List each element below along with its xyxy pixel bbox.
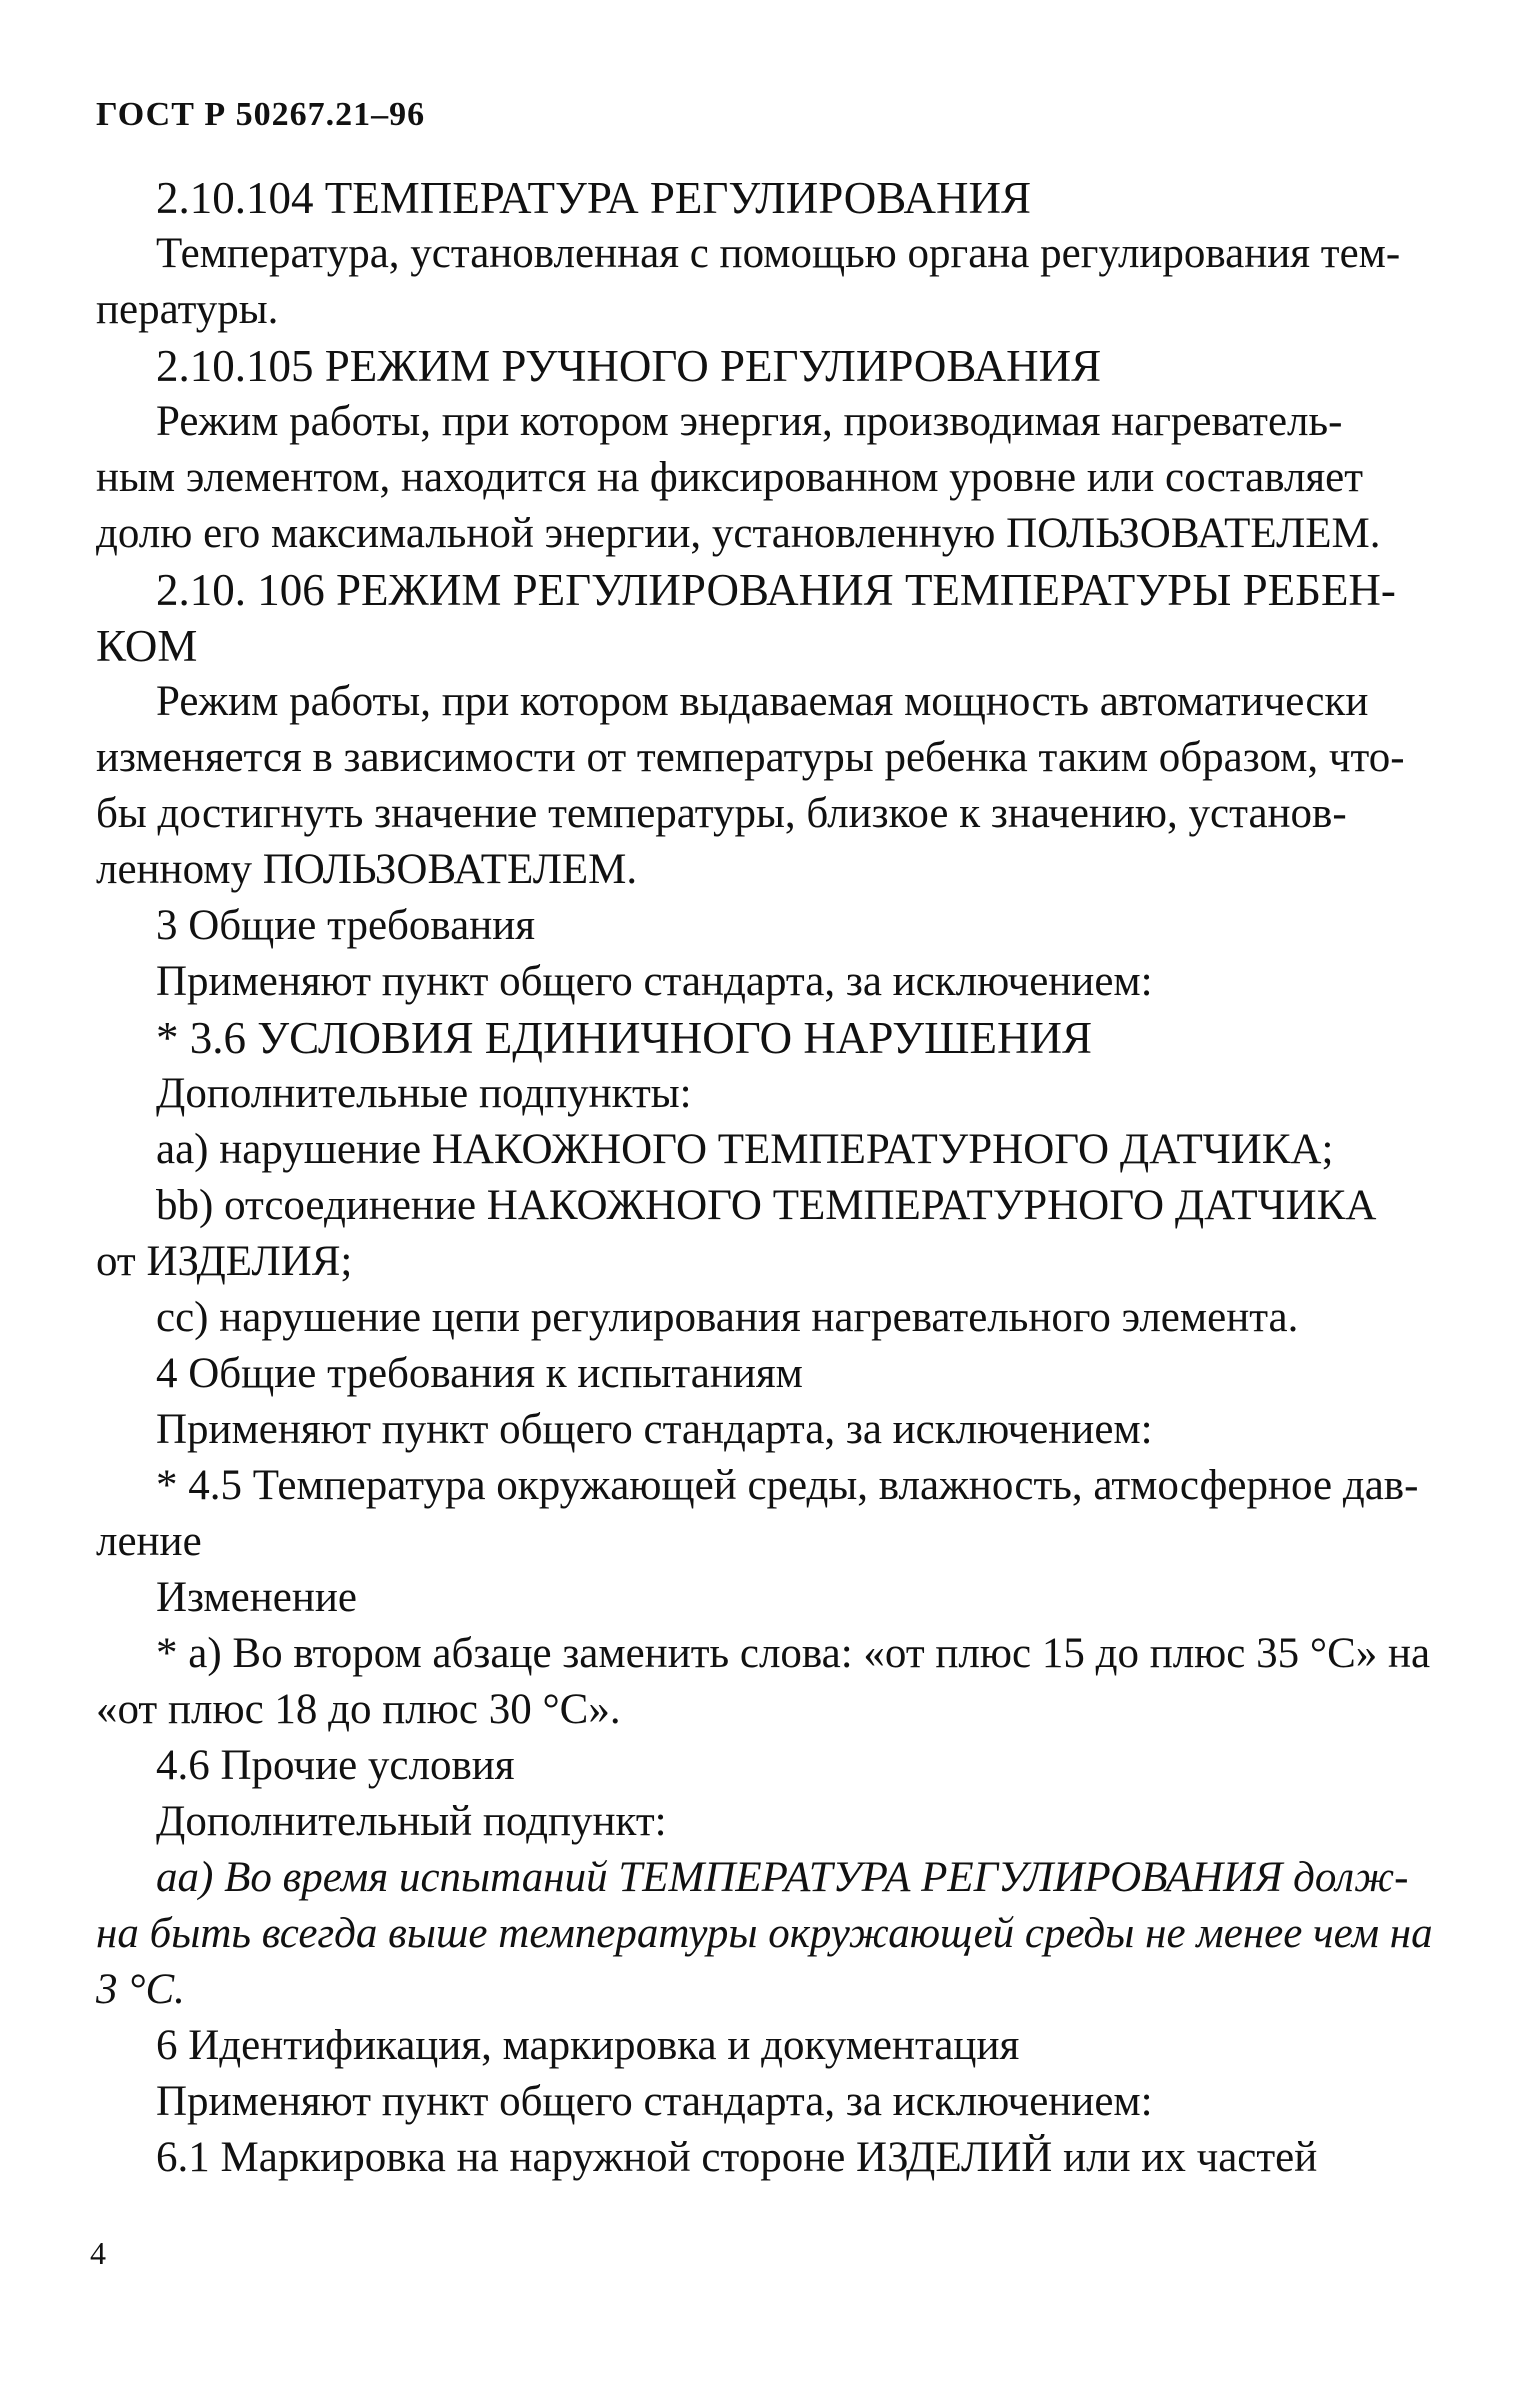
paragraph-line: изменяется в зависимости от температуры ребенка таким образом, что- [96,734,1405,781]
term-heading-2-10-106: 2.10. 106 РЕЖИМ РЕГУЛИРОВАНИЯ ТЕМПЕРАТУРЫ РЕБЕН- [156,565,1396,615]
page-number: 4 [90,2235,106,2271]
document-header: ГОСТ Р 50267.21–96 [96,96,426,133]
term-heading-2-10-105: 2.10.105 РЕЖИМ РУЧНОГО РЕГУЛИРОВАНИЯ [156,341,1102,391]
paragraph-line: Применяют пункт общего стандарта, за исключением: [156,1406,1153,1453]
subsection-heading-4-6: 4.6 Прочие условия [156,1742,515,1789]
paragraph-line: ным элементом, находится на фиксированном уровне или составляет [96,454,1364,501]
paragraph-line: бы достигнуть значение температуры, близкое к значению, установ- [96,790,1347,837]
subsection-heading-4-5: * 4.5 Температура окружающей среды, влажность, атмосферное дав- [156,1462,1419,1509]
paragraph-line: долю его максимальной энергии, установленную ПОЛЬЗОВАТЕЛЕМ. [96,510,1381,557]
paragraph-line: Режим работы, при котором энергия, производимая нагреватель- [156,398,1343,445]
section-heading-6: 6 Идентификация, маркировка и документация [156,2022,1020,2069]
term-heading-2-10-104: 2.10.104 ТЕМПЕРАТУРА РЕГУЛИРОВАНИЯ [156,173,1031,223]
paragraph-line: Дополнительный подпункт: [156,1798,667,1845]
italic-paragraph-line: 3 °С. [96,1966,185,2013]
paragraph-line: «от плюс 18 до плюс 30 °С». [96,1686,621,1733]
subsection-heading-3-6: * 3.6 УСЛОВИЯ ЕДИНИЧНОГО НАРУШЕНИЯ [156,1013,1093,1063]
section-heading-4: 4 Общие требования к испытаниям [156,1350,803,1397]
list-item-bb: bb) отсоединение НАКОЖНОГО ТЕМПЕРАТУРНОГО ДАТЧИКА [156,1182,1377,1229]
document-body [96,170,1458,2186]
paragraph-line: Дополнительные подпункты: [156,1070,692,1117]
paragraph-line: * а) Во втором абзаце заменить слова: «от плюс 15 до плюс 35 °С» на [156,1630,1431,1677]
italic-paragraph-line: аа) Во время испытаний ТЕМПЕРАТУРА РЕГУЛИРОВАНИЯ долж- [156,1854,1409,1901]
paragraph-line: Изменение [156,1574,357,1621]
paragraph-line: пературы. [96,286,279,333]
italic-paragraph-line: на быть всегда выше температуры окружающей среды не менее чем на [96,1910,1433,1957]
paragraph-line: Температура, установленная с помощью органа регулирования тем- [156,230,1401,277]
term-heading-continuation: КОМ [96,621,198,671]
paragraph-line: ленному ПОЛЬЗОВАТЕЛЕМ. [96,846,638,893]
paragraph-line: Применяют пункт общего стандарта, за исключением: [156,2078,1153,2125]
paragraph-line: Режим работы, при котором выдаваемая мощность автоматически [156,678,1369,725]
subsection-heading-6-1: 6.1 Маркировка на наружной стороне ИЗДЕЛИЙ или их частей [156,2134,1318,2181]
list-item-aa: аа) нарушение НАКОЖНОГО ТЕМПЕРАТУРНОГО ДАТЧИКА; [156,1126,1334,1173]
list-item-cc: сс) нарушение цепи регулирования нагревательного элемента. [156,1294,1299,1341]
paragraph-line: Применяют пункт общего стандарта, за исключением: [156,958,1153,1005]
section-heading-3: 3 Общие требования [156,902,536,949]
list-item-bb-continuation: от ИЗДЕЛИЯ; [96,1238,353,1285]
subsection-heading-4-5-continuation: ление [96,1518,202,1565]
